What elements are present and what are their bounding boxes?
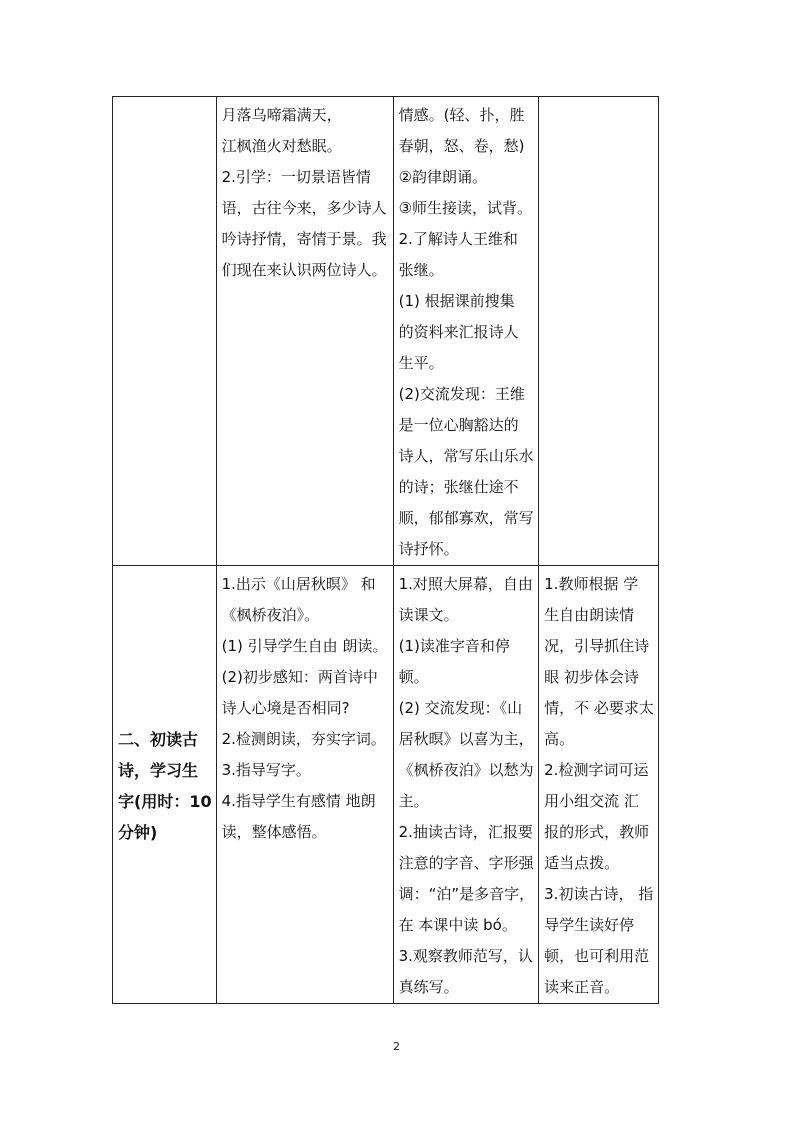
cell-text-line: 情，不 必要求太: [544, 699, 654, 717]
cell-text-line: 的诗；张继仕途不: [398, 478, 519, 496]
cell-text-line: (1)读准字音和停: [398, 637, 510, 655]
cell-text-line: 江枫渔火对愁眠。: [221, 137, 342, 155]
student-activity-cell: [393, 97, 539, 566]
cell-text-line: 导学生读好停: [544, 916, 635, 934]
section-title-cell: [113, 566, 217, 1004]
cell-text-line: 3.观察教师范写，认: [398, 947, 533, 965]
cell-text-line: 语，古往今来，多少诗人: [221, 199, 387, 217]
cell-text-line: 读课文。: [398, 606, 459, 624]
cell-text-line: 适当点拨。: [544, 854, 620, 872]
cell-text-line: 读，整体感悟。: [221, 823, 327, 841]
cell-text-line: 真练写。: [398, 978, 459, 996]
cell-text-line: 顺，郁郁寡欢，常写: [398, 509, 534, 527]
cell-text-line: 生自由朗读情: [544, 606, 635, 624]
cell-text-line: 诗抒怀。: [398, 540, 459, 558]
cell-text-line: 2.检测朗读，夯实字词。: [221, 730, 386, 748]
lesson-plan-table: [112, 96, 659, 1004]
cell-text-line: (2) 交流发现：《山: [398, 699, 523, 717]
cell-text-line: 4.指导学生有感情 地朗: [221, 792, 376, 810]
cell-text-line: 2.检测字词可运: [544, 761, 649, 779]
cell-text-line: 的资料来汇报诗人: [398, 323, 519, 341]
cell-text-line: 高。: [544, 730, 575, 748]
page-number: 2: [393, 1040, 400, 1053]
cell-text-line: 2.了解诗人王维和: [398, 230, 518, 248]
cell-text-line: 1.教师根据 学: [544, 575, 639, 593]
cell-text-line: ②韵律朗诵。: [398, 168, 488, 186]
design-notes-cell: [539, 566, 659, 1004]
cell-text-line: ③师生接读，试背。: [398, 199, 533, 217]
cell-text-line: 是一位心胸豁达的: [398, 416, 519, 434]
section-cell-empty: [113, 97, 217, 566]
cell-text-line: 月落乌啼霜满天，: [221, 106, 342, 124]
cell-text-line: 3.初读古诗， 指: [544, 885, 654, 903]
cell-text-line: 诗人，常写乐山乐水: [398, 447, 534, 465]
teacher-activity-cell: [216, 566, 393, 1004]
cell-text-line: 眼 初步体会诗: [544, 668, 639, 686]
cell-text-line: 主。: [398, 792, 429, 810]
cell-text-line: (2)初步感知：两首诗中: [221, 668, 378, 686]
cell-text-line: 1.对照大屏幕，自由: [398, 575, 533, 593]
cell-text-line: 1.出示《山居秋暝》 和: [221, 575, 376, 593]
cell-text-line: 春朝，怒、卷，愁): [398, 137, 525, 155]
cell-text-line: 分钟): [118, 823, 158, 842]
teacher-activity-cell: [216, 97, 393, 566]
cell-text-line: (2)交流发现：王维: [398, 385, 525, 403]
table-row: [113, 97, 659, 566]
cell-text-line: 生平。: [398, 354, 444, 372]
cell-text-line: 顿。: [398, 668, 429, 686]
cell-text-line: (1) 根据课前搜集: [398, 292, 515, 310]
cell-text-line: 注意的字音、字形强: [398, 854, 534, 872]
cell-text-line: 调：“泊”是多音字，: [398, 885, 535, 903]
cell-text-line: 张继。: [398, 261, 444, 279]
cell-text-line: 诗人心境是否相同?: [221, 699, 350, 717]
cell-text-line: 读来正音。: [544, 978, 620, 996]
cell-text-line: 居秋暝》以喜为主，: [398, 730, 534, 748]
cell-text-line: 2.抽读古诗，汇报要: [398, 823, 533, 841]
cell-text-line: 顿，也可利用范: [544, 947, 650, 965]
cell-text-line: 况，引导抓住诗: [544, 637, 650, 655]
cell-text-line: 在 本课中读 bó。: [398, 916, 517, 934]
cell-text-line: 报的形式，教师: [544, 823, 650, 841]
cell-text-line: 2.引学：一切景语皆情: [221, 168, 371, 186]
cell-text-line: 《枫桥夜泊》以愁为: [398, 761, 534, 779]
cell-text-line: 情感。(轻、扑，胜: [398, 106, 525, 124]
cell-text-line: 用小组交流 汇: [544, 792, 639, 810]
table-row: [113, 566, 659, 1004]
cell-text-line: 诗，学习生: [118, 761, 199, 780]
cell-text-line: 《枫桥夜泊》。: [221, 606, 320, 624]
cell-text-line: 3.指导写字。: [221, 761, 311, 779]
student-activity-cell: [393, 566, 539, 1004]
cell-text-line: 字(用时：10: [118, 792, 212, 811]
cell-text-line: (1) 引导学生自由 朗读。: [221, 637, 388, 655]
cell-text-line: 们现在来认识两位诗人。: [221, 261, 387, 279]
cell-text-line: 二、初读古: [118, 730, 199, 749]
cell-text-line: 吟诗抒情，寄情于景。我: [221, 230, 387, 248]
design-notes-cell: [539, 97, 659, 566]
